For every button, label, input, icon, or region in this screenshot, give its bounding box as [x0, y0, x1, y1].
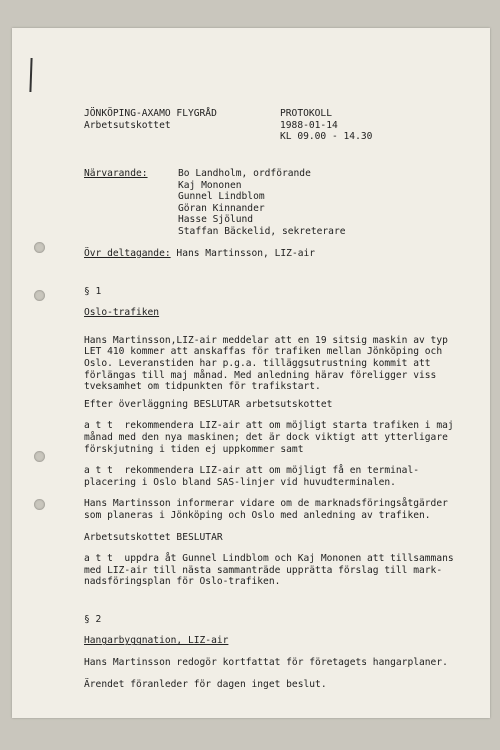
resolution-item	[84, 420, 474, 455]
other-participants	[84, 248, 474, 260]
protocol-block	[280, 108, 372, 143]
decision-line: Efter överläggning BESLUTAR arbetsutskottet	[84, 398, 333, 410]
attendee: Hasse Sjölund	[178, 214, 254, 226]
attendee: Kaj Mononen	[178, 179, 242, 191]
paragraph-line: a t t rekommendera LIZ-air att om möjligt starta trafiken i maj	[84, 420, 454, 432]
attendee: Göran Kinnander	[178, 202, 265, 214]
document-type: PROTOKOLL	[280, 108, 332, 119]
section-heading: Hangarbyggnation, LIZ-air	[84, 635, 229, 647]
organization-block	[84, 108, 217, 131]
punch-hole	[34, 451, 45, 462]
paragraph-line: som planeras i Jönköping och Oslo med anledning av trafiken.	[84, 509, 431, 521]
paragraph-line: a t t uppdra åt Gunnel Lindblom och Kaj Mononen att tillsammans	[84, 553, 454, 565]
paragraph-line: Oslo. Leveranstiden har p.g.a. tilläggsutrustning kommit att	[84, 357, 431, 369]
document-page	[12, 28, 490, 718]
section-number: § 1	[84, 285, 102, 297]
attendee-list	[178, 168, 346, 238]
meeting-time: KL 09.00 - 14.30	[280, 131, 373, 143]
resolution-item	[84, 553, 474, 588]
paragraph-line: Hans Martinsson redogör kortfattat för företagets hangarplaner.	[84, 657, 448, 669]
section-heading: Oslo-trafiken	[84, 307, 160, 319]
organization-name: JÖNKÖPING-AXAMO FLYGRÅD	[84, 108, 217, 119]
punch-hole	[34, 290, 45, 301]
committee-name: Arbetsutskottet	[84, 119, 171, 131]
attendee: Bo Landholm, ordförande	[178, 168, 311, 179]
resolution-item	[84, 465, 474, 488]
paragraph-line: nadsföringsplan för Oslo-trafiken.	[84, 576, 281, 588]
paragraph-line: LET 410 kommer att anskaffas för trafiken mellan Jönköping och	[84, 346, 443, 358]
paragraph-line: Hans Martinsson,LIZ-air meddelar att en 19 sitsig maskin av typ	[84, 334, 448, 346]
meeting-date: 1988-01-14	[280, 119, 338, 131]
paragraph-line: förlängas till maj månad. Med anledning härav föreligger viss	[84, 369, 437, 381]
paragraph-line: a t t rekommendera LIZ-air att om möjligt få en terminal-	[84, 465, 420, 477]
attendance-label: Närvarande:	[84, 168, 148, 179]
paragraph-line: med LIZ-air till nästa sammanträde upprätta förslag till mark-	[84, 564, 443, 576]
section-2	[84, 614, 474, 690]
punch-hole	[34, 242, 45, 253]
attendance-block	[84, 168, 474, 240]
other-participants-value: Hans Martinsson, LIZ-air	[176, 248, 316, 259]
paragraph-line: Hans Martinsson informerar vidare om de marknadsföringsåtgärder	[84, 498, 448, 510]
paragraph-line: placering i Oslo bland SAS-linjer vid huvudterminalen.	[84, 476, 396, 488]
attendee: Gunnel Lindblom	[178, 191, 265, 203]
paragraph	[84, 335, 474, 393]
paragraph-line: tveksamhet om tidpunkten för trafikstart.	[84, 381, 321, 393]
other-participants-label: Övr deltagande:	[84, 248, 171, 259]
punch-hole	[34, 499, 45, 510]
section-1	[84, 286, 474, 588]
paragraph	[84, 498, 474, 521]
attendee: Staffan Bäckelid, sekreterare	[178, 225, 346, 237]
paragraph-line: månad med den nya maskinen; det är dock viktigt att ytterligare	[84, 431, 448, 443]
decision-line: Arbetsutskottet BESLUTAR	[84, 531, 223, 543]
section-number: § 2	[84, 613, 102, 625]
document-content	[84, 108, 474, 690]
document-header	[84, 108, 474, 148]
paragraph-line: Ärendet föranleder för dagen inget beslut.	[84, 678, 327, 690]
pen-mark	[29, 58, 32, 92]
paragraph-line: förskjutning i tiden ej uppkommer samt	[84, 443, 304, 455]
